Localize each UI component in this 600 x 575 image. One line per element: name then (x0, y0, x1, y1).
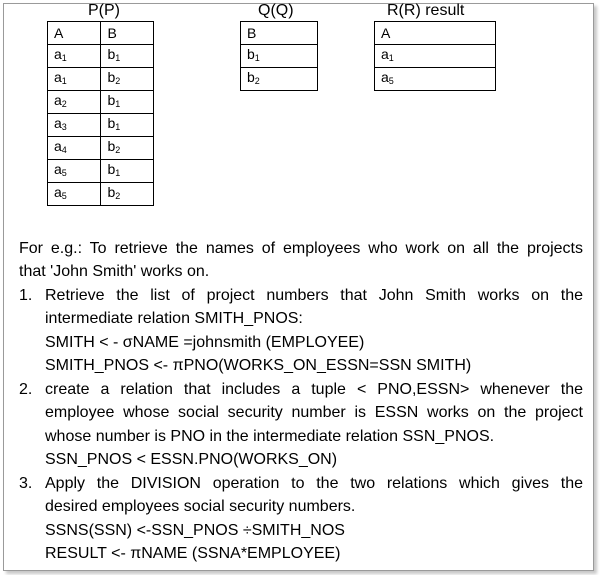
table-cell (101, 45, 154, 68)
step-2-line-1: create a relation that includes a tuple < PNO,ESSN> whenever the (45, 381, 583, 398)
table-row (48, 137, 154, 160)
table-cell (375, 68, 496, 91)
cell-symbol: a (54, 184, 62, 200)
relation-r-table (374, 21, 496, 91)
table-cell (101, 91, 154, 114)
cell-symbol: b (107, 138, 116, 154)
cell-subscript: 2 (115, 76, 121, 86)
step-3-line-4: RESULT <- πNAME (SSNA*EMPLOYEE) (45, 545, 341, 562)
cell-subscript: 4 (61, 145, 67, 155)
step-2-line-2: employee whose social security number is ESSN works on the project (45, 404, 583, 421)
cell-symbol: a (381, 69, 389, 85)
relation-r-title: R(R) result (387, 2, 465, 19)
step-2-line-3: whose number is PNO in the intermediate relation SSN_PNOS. (45, 428, 495, 445)
table-cell (375, 45, 496, 68)
cell-symbol: b (247, 46, 255, 62)
header-row (48, 22, 154, 45)
header-cell: B (101, 22, 154, 45)
cell-subscript: 5 (61, 168, 67, 178)
cell-subscript: 1 (115, 168, 121, 178)
table-row (241, 68, 318, 91)
header-cell: B (241, 22, 318, 45)
table-cell (48, 137, 101, 160)
cell-subscript: 5 (61, 191, 67, 201)
table-cell (48, 68, 101, 91)
step-2-line-4: SSN_PNOS < ESSN.PNO(WORKS_ON) (45, 451, 338, 468)
table-row (48, 45, 154, 68)
step-1-line-2: intermediate relation SMITH_PNOS: (45, 310, 303, 327)
table-cell (48, 91, 101, 114)
table-row (375, 45, 496, 68)
cell-symbol: a (54, 161, 62, 177)
cell-subscript: 1 (254, 53, 260, 63)
cell-subscript: 2 (115, 191, 121, 201)
cell-subscript: 3 (61, 122, 67, 132)
table-cell (48, 160, 101, 183)
table-row (48, 68, 154, 91)
step-3-line-1: Apply the DIVISION operation to the two relations which gives the (45, 475, 583, 492)
step-1-line-3: SMITH < - σNAME =johnsmith (EMPLOYEE) (45, 334, 365, 351)
cell-symbol: a (381, 46, 389, 62)
cell-subscript: 2 (61, 99, 67, 109)
cell-symbol: b (107, 69, 116, 85)
intro-line-1: For e.g.: To retrieve the names of employees who work on all the projects (19, 240, 583, 257)
cell-subscript: 1 (61, 53, 67, 63)
table-cell (48, 45, 101, 68)
table-row (48, 183, 154, 206)
table-row (48, 91, 154, 114)
relation-p-title: P(P) (88, 2, 120, 19)
cell-subscript: 2 (115, 145, 121, 155)
table-cell (101, 160, 154, 183)
cell-symbol: a (54, 115, 62, 131)
table-row (375, 68, 496, 91)
cell-subscript: 5 (388, 76, 394, 86)
step-2-number: 2. (19, 381, 33, 398)
cell-symbol: a (54, 138, 62, 154)
intro-line-2: that 'John Smith' works on. (19, 263, 210, 280)
cell-subscript: 1 (61, 76, 67, 86)
table-cell (48, 183, 101, 206)
step-1-line-4: SMITH_PNOS <- πPNO(WORKS_ON_ESSN=SSN SMITH) (45, 357, 472, 374)
header-row (375, 22, 496, 45)
step-1-line-1: Retrieve the list of project numbers that John Smith works on the (45, 287, 583, 304)
header-cell: A (375, 22, 496, 45)
relation-p-table (47, 21, 154, 206)
cell-subscript: 2 (254, 76, 260, 86)
table-row (241, 45, 318, 68)
step-3-line-3: SSNS(SSN) <-SSN_PNOS ÷SMITH_NOS (45, 522, 345, 539)
table-cell (101, 137, 154, 160)
cell-subscript: 1 (115, 99, 121, 109)
header-cell: A (48, 22, 101, 45)
table-cell (101, 68, 154, 91)
cell-symbol: b (107, 161, 116, 177)
cell-symbol: b (107, 46, 116, 62)
table-cell (241, 45, 318, 68)
cell-symbol: b (107, 92, 116, 108)
cell-symbol: b (107, 115, 116, 131)
table-cell (241, 68, 318, 91)
table-cell (101, 114, 154, 137)
cell-subscript: 1 (115, 122, 121, 132)
cell-symbol: a (54, 69, 62, 85)
step-1-number: 1. (19, 287, 33, 304)
table-cell (101, 183, 154, 206)
table-row (48, 160, 154, 183)
cell-symbol: b (107, 184, 116, 200)
relation-q-title: Q(Q) (258, 2, 294, 19)
step-3-number: 3. (19, 475, 33, 492)
table-cell (48, 114, 101, 137)
cell-symbol: a (54, 46, 62, 62)
header-row (241, 22, 318, 45)
step-3-line-2: desired employees social security numbers. (45, 498, 356, 515)
relation-q-table (240, 21, 318, 91)
cell-subscript: 1 (115, 53, 121, 63)
cell-subscript: 1 (388, 53, 394, 63)
table-row (48, 114, 154, 137)
cell-symbol: a (54, 92, 62, 108)
cell-symbol: b (247, 69, 255, 85)
